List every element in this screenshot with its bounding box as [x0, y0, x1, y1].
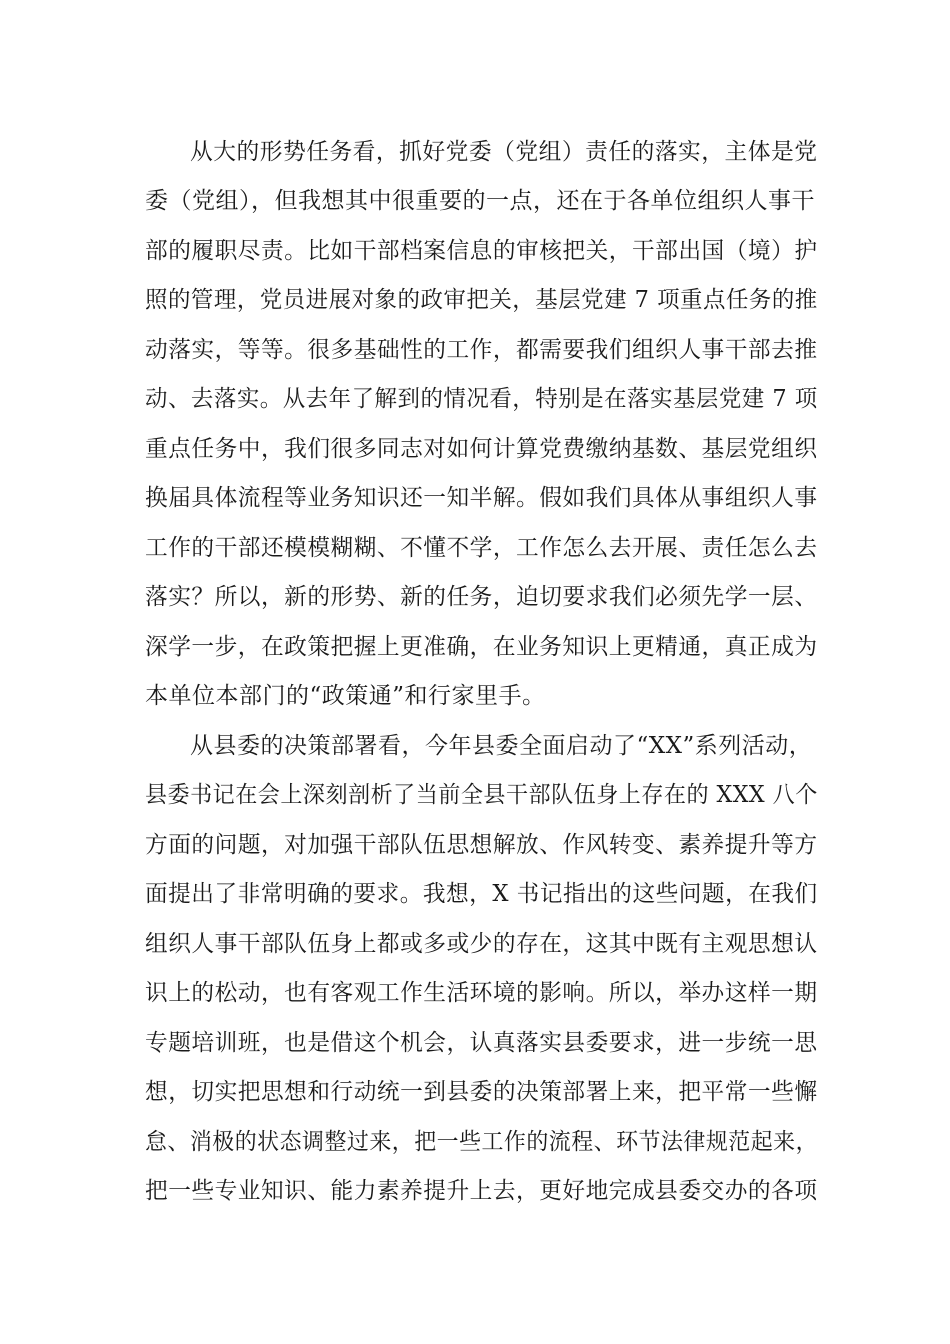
text-line: 委（党组），但我想其中很重要的一点，还在于各单位组织人事干	[145, 188, 815, 214]
text-line: 动、去落实。从去年了解到的情况看，特别是在落实基层党建 7 项	[145, 386, 818, 412]
text-line: 工作的干部还模模糊糊、不懂不学，工作怎么去开展、责任怎么去	[145, 535, 818, 561]
text-line: 动落实，等等。很多基础性的工作，都需要我们组织人事干部去推	[145, 337, 818, 363]
text-line: 想，切实把思想和行动统一到县委的决策部署上来，把平常一些懈	[145, 1079, 818, 1105]
text-line: 重点任务中，我们很多同志对如何计算党费缴纳基数、基层党组织	[145, 436, 818, 462]
text-line: 方面的问题，对加强干部队伍思想解放、作风转变、素养提升等方	[145, 832, 818, 858]
text-line: 把一些专业知识、能力素养提升上去，更好地完成县委交办的各项	[145, 1178, 818, 1204]
text-line: 专题培训班，也是借这个机会，认真落实县委要求，进一步统一思	[145, 1030, 818, 1056]
text-line: 落实？所以，新的形势、新的任务，迫切要求我们必须先学一层、	[145, 584, 818, 610]
text-line: 照的管理，党员进展对象的政审把关，基层党建 7 项重点任务的推	[145, 287, 818, 313]
text-line: 换届具体流程等业务知识还一知半解。假如我们具体从事组织人事	[145, 485, 818, 511]
text-line: 面提出了非常明确的要求。我想，X 书记指出的这些问题，在我们	[145, 881, 818, 907]
text-line: 深学一步，在政策把握上更准确，在业务知识上更精通，真正成为	[145, 634, 818, 660]
text-line: 识上的松动，也有客观工作生活环境的影响。所以，举办这样一期	[145, 980, 818, 1006]
text-line: 部的履职尽责。比如干部档案信息的审核把关，干部出国（境）护	[145, 238, 818, 264]
text-line: 从大的形势任务看，抓好党委（党组）责任的落实，主体是党	[190, 139, 818, 165]
text-line: 怠、消极的状态调整过来，把一些工作的流程、环节法律规范起来，	[145, 1129, 818, 1155]
text-line: 本单位本部门的“政策通”和行家里手。	[145, 683, 546, 709]
text-line: 县委书记在会上深刻剖析了当前全县干部队伍身上存在的 XXX 八个	[145, 782, 818, 808]
text-line: 从县委的决策部署看，今年县委全面启动了“XX”系列活动，	[190, 733, 813, 759]
text-line: 组织人事干部队伍身上都或多或少的存在，这其中既有主观思想认	[145, 931, 818, 957]
